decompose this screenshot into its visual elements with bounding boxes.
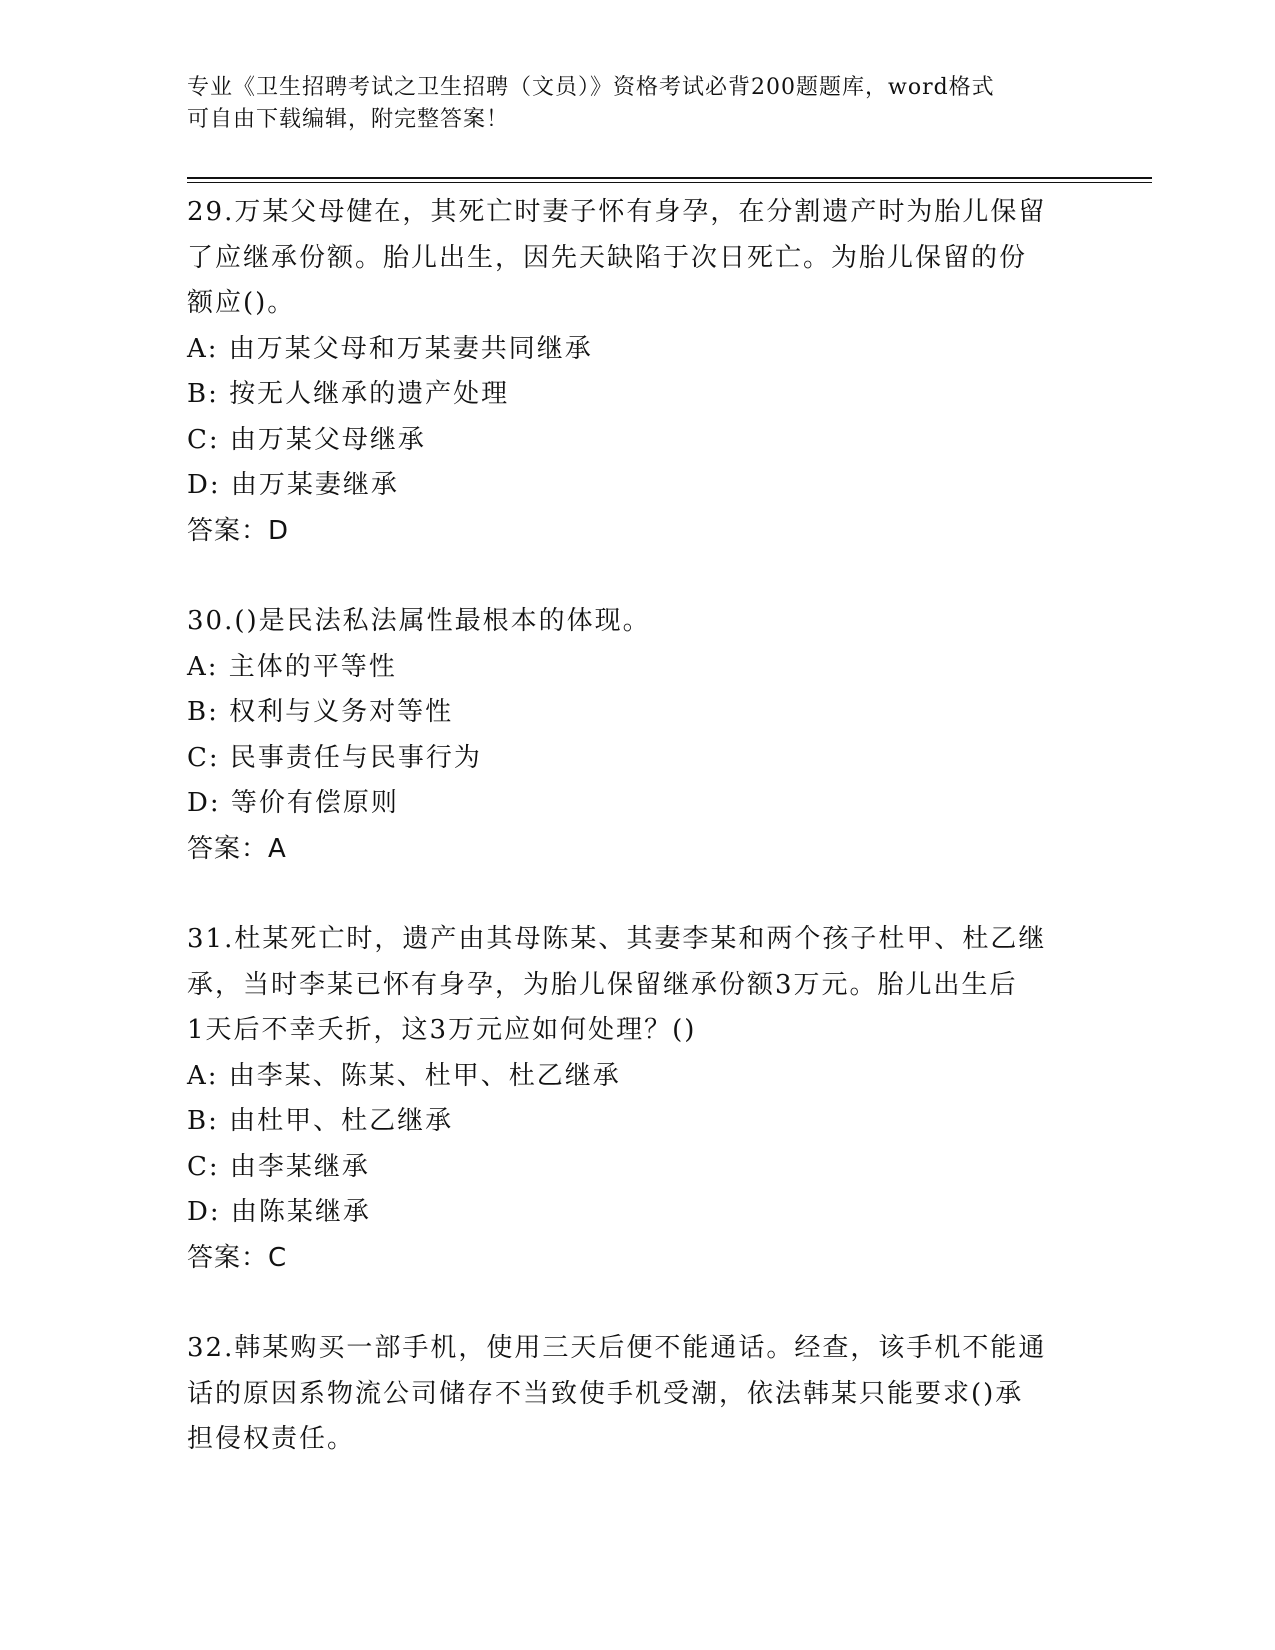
question-stem-line: 额应()。 [187, 288, 296, 318]
question-32 [187, 1326, 1087, 1463]
question-stem-line: 32.韩某购买一部手机，使用三天后便不能通话。经查，该手机不能通 [187, 1333, 1047, 1363]
answer-line: 答案：A [187, 833, 287, 864]
option-c: C: 由万某父母继承 [187, 424, 426, 455]
header-line-1: 专业《卫生招聘考试之卫生招聘（文员）》资格考试必背200题题库，word格式 [187, 75, 995, 100]
option-b: B: 权利与义务对等性 [187, 697, 454, 727]
option-d: D: 由陈某继承 [187, 1197, 371, 1227]
question-stem-line: 29.万某父母健在，其死亡时妻子怀有身孕，在分割遗产时为胎儿保留 [187, 197, 1047, 227]
header-line-2: 可自由下载编辑，附完整答案！ [187, 107, 510, 132]
question-stem-line: 担侵权责任。 [187, 1424, 356, 1454]
option-b: B: 由杜甲、杜乙继承 [187, 1106, 454, 1136]
option-b: B: 按无人继承的遗产处理 [187, 379, 510, 409]
question-stem-line: 话的原因系物流公司储存不当致使手机受潮，依法韩某只能要求()承 [187, 1378, 1024, 1409]
answer-line: 答案：D [187, 515, 290, 546]
option-c: C: 由李某继承 [187, 1151, 370, 1182]
question-list [187, 190, 1087, 1508]
question-stem-line: 30.()是民法私法属性最根本的体现。 [187, 606, 651, 636]
answer-line: 答案：C [187, 1242, 288, 1273]
option-c: C: 民事责任与民事行为 [187, 742, 482, 773]
question-stem-line: 了应继承份额。胎儿出生，因先天缺陷于次日死亡。为胎儿保留的份 [187, 242, 1028, 273]
question-stem-line: 31.杜某死亡时，遗产由其母陈某、其妻李某和两个孩子杜甲、杜乙继 [187, 924, 1047, 954]
question-31 [187, 917, 1087, 1281]
question-30 [187, 599, 1087, 872]
header-divider-thin [187, 182, 1152, 183]
option-d: D: 由万某妻继承 [187, 470, 399, 500]
question-stem-line: 承，当时李某已怀有身孕，为胎儿保留继承份额3万元。胎儿出生后 [187, 969, 1018, 1000]
header-divider-thick [187, 177, 1152, 179]
question-29 [187, 190, 1087, 554]
option-a: A: 主体的平等性 [187, 651, 397, 682]
option-a: A: 由李某、陈某、杜甲、杜乙继承 [187, 1060, 621, 1091]
document-header [187, 72, 1067, 136]
option-a: A: 由万某父母和万某妻共同继承 [187, 333, 593, 364]
question-stem-line: 1天后不幸夭折，这3万元应如何处理？() [187, 1015, 697, 1045]
option-d: D: 等价有偿原则 [187, 788, 399, 818]
